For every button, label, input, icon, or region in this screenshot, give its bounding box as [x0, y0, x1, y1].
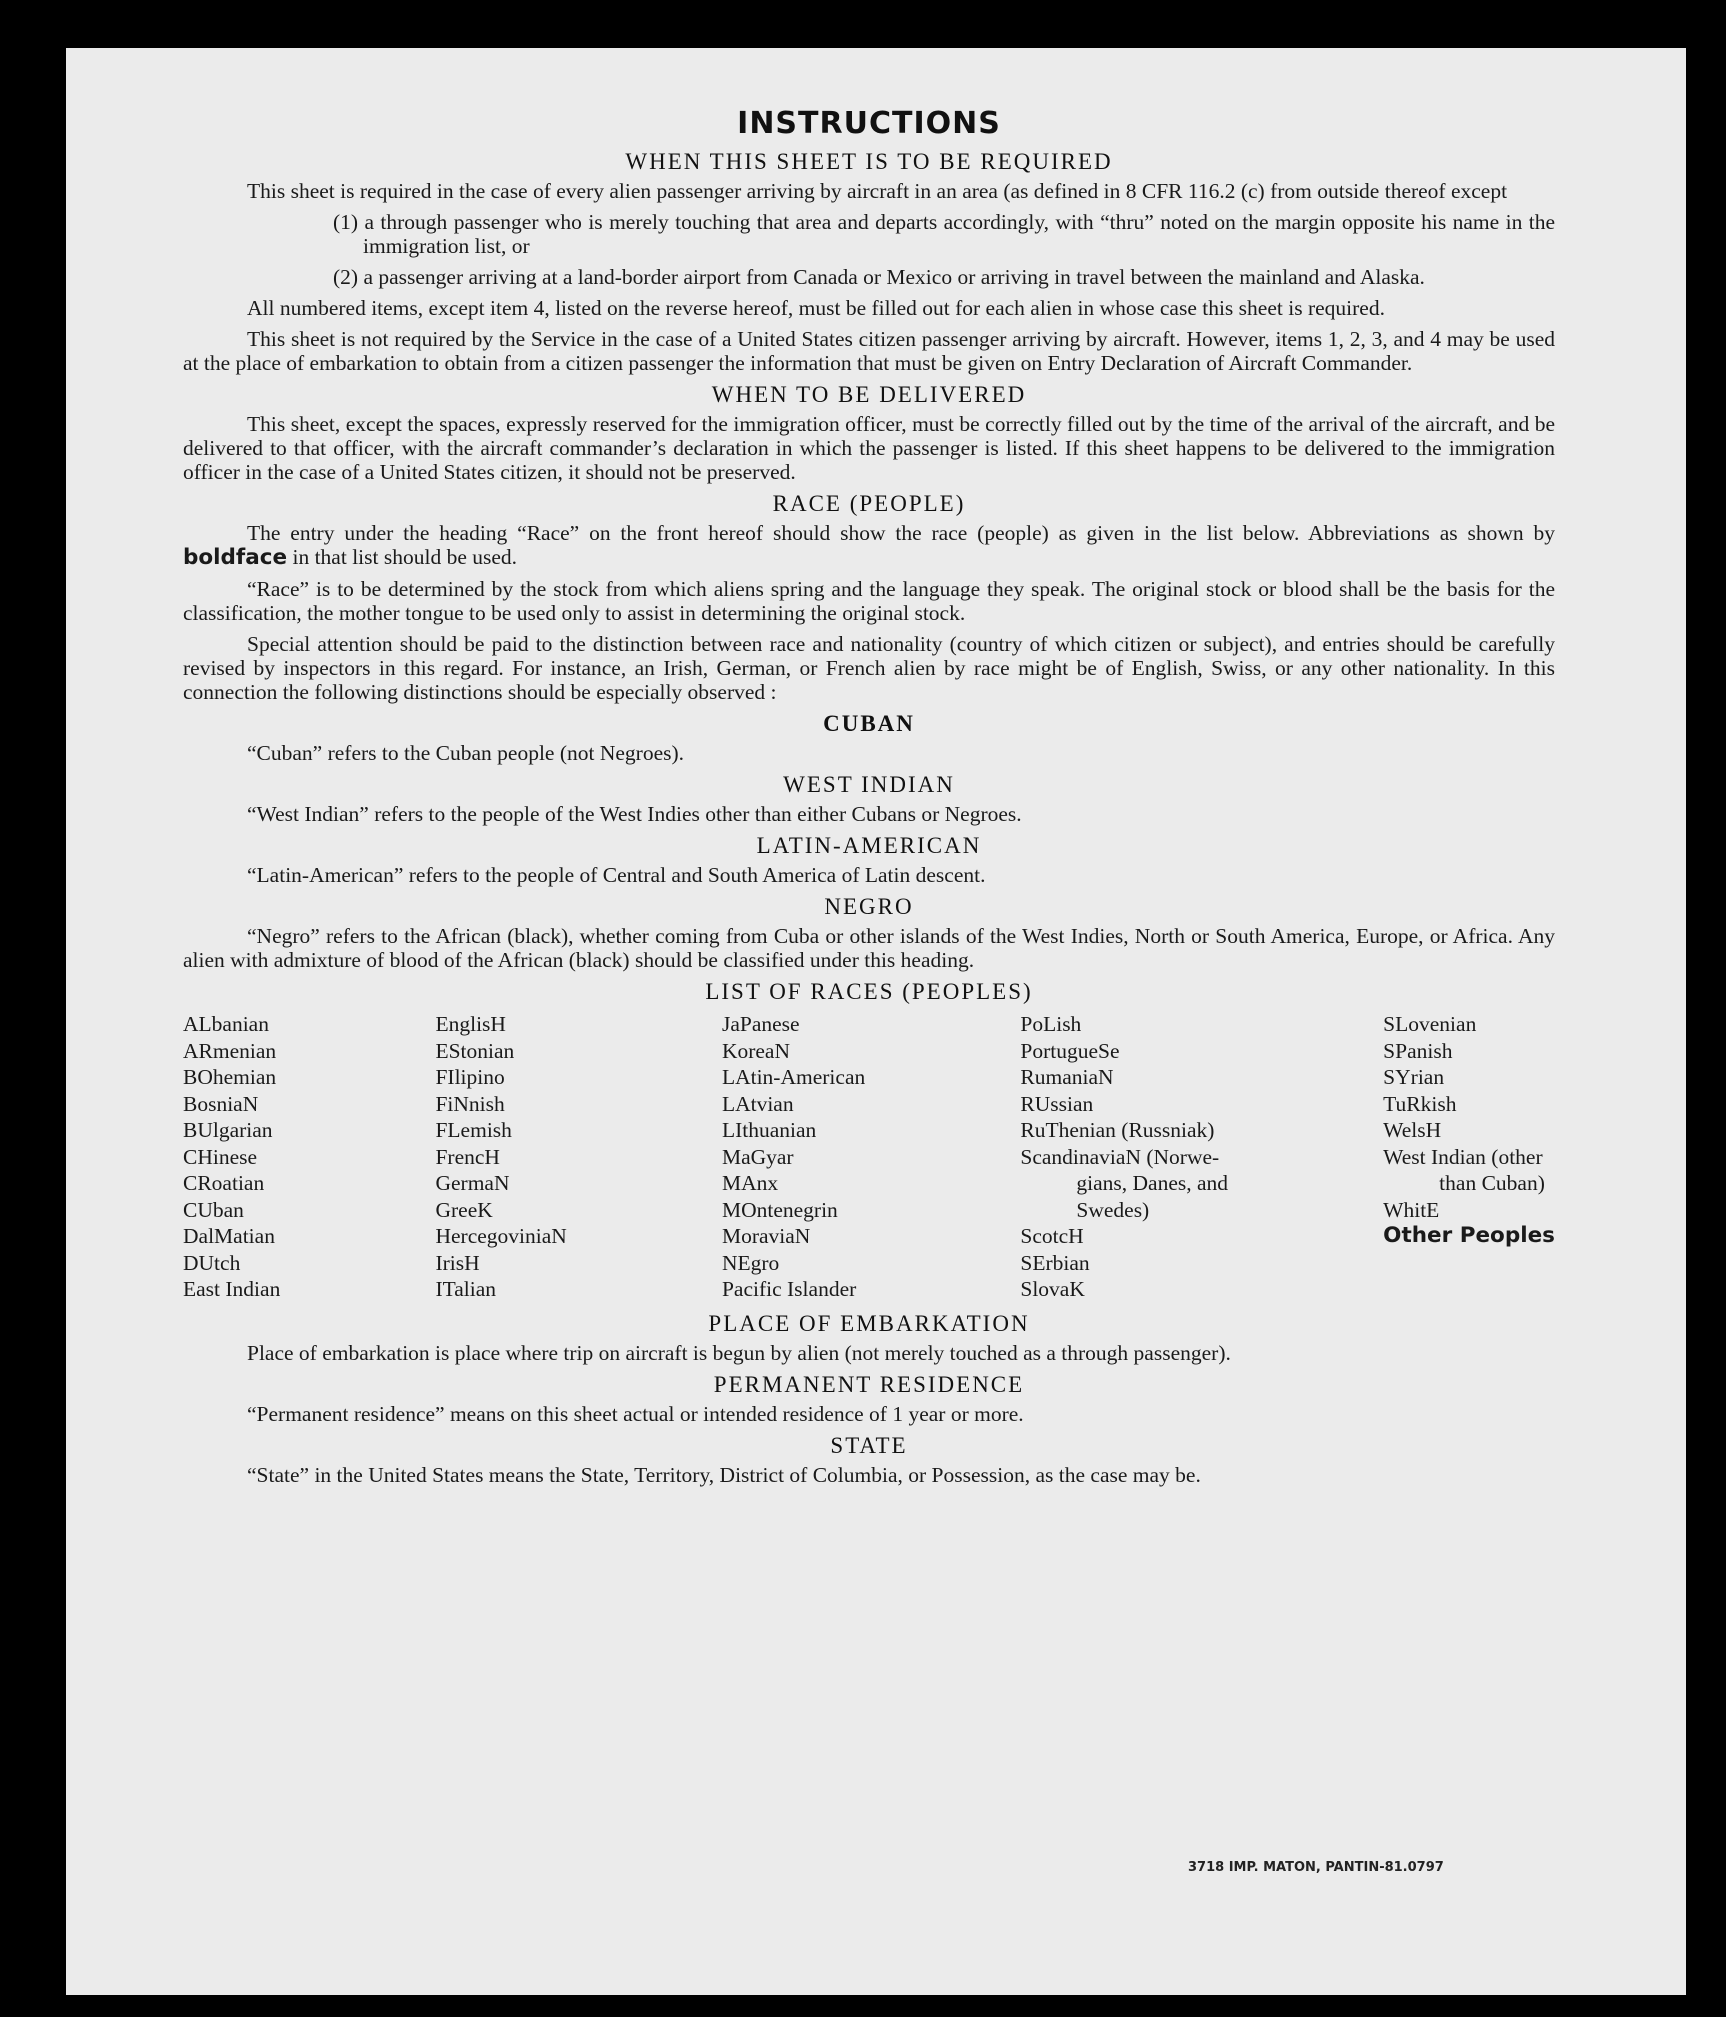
- race-entry: GermaN: [435, 1171, 510, 1195]
- printer-mark: 3718 IMP. MATON, PANTIN-81.0797: [1188, 1860, 1444, 1875]
- race-column-1: [183, 1011, 280, 1303]
- race-entry: KoreaN: [721, 1038, 791, 1063]
- boldface-word: boldface: [183, 545, 288, 570]
- document-page: [66, 48, 1686, 1995]
- race-list: [183, 1011, 1555, 1303]
- race-entry: East Indian: [183, 1277, 281, 1301]
- race-entry: ITalian: [435, 1277, 497, 1301]
- paragraph: This sheet, except the spaces, expressly reserved for the immigration officer, must be correctly filled out by the time of the arrival of the aircraft, and be delivered to that officer, with the aircraft commander’s declaration in which the passenger is listed. If this sheet happens to be delivered to the immigration officer in the case of a United States citizen, it should not be preserved.: [183, 412, 1555, 484]
- paragraph: All numbered items, except item 4, listed on the reverse hereof, must be filled out for each alien in whose case this sheet is required.: [247, 296, 1385, 320]
- race-column-4: [1020, 1011, 1228, 1303]
- race-entry: Pacific Islander: [721, 1277, 857, 1301]
- race-entry: LAtin-American: [721, 1065, 866, 1089]
- race-entry: ALbanian: [183, 1012, 269, 1036]
- page-title: INSTRUCTIONS: [737, 106, 1001, 141]
- race-entry: BosniaN: [183, 1091, 259, 1116]
- race-entry: DalMatian: [183, 1224, 275, 1248]
- race-entry: IrisH: [435, 1250, 480, 1275]
- race-entry: FIlipino: [435, 1065, 505, 1089]
- race-entry: DUtch: [183, 1250, 241, 1275]
- race-entry: LAtvian: [721, 1091, 794, 1116]
- race-entry: EnglisH: [435, 1012, 506, 1036]
- race-entry: SlovaK: [1020, 1277, 1085, 1301]
- race-column-2: [435, 1011, 566, 1303]
- race-entry: FLemish: [435, 1118, 512, 1142]
- heading-state: STATE: [830, 1432, 908, 1458]
- race-column-5: [1383, 1011, 1555, 1303]
- race-entry: gians, Danes, and: [1076, 1171, 1229, 1195]
- race-entry: PortugueSe: [1020, 1038, 1120, 1063]
- race-entry: SPanish: [1383, 1038, 1453, 1063]
- race-entry: BOhemian: [183, 1065, 277, 1089]
- race-entry: ScotcH: [1020, 1224, 1084, 1248]
- heading-embarkation: PLACE OF EMBARKATION: [708, 1310, 1030, 1336]
- paragraph: This sheet is required in the case of every alien passenger arriving by aircraft in an area (as defined in 8 CFR 116.2 (c) from outside thereof except: [247, 179, 1508, 203]
- document-content: [183, 106, 1555, 1494]
- race-entry: HercegoviniaN: [435, 1224, 567, 1248]
- heading-west-indian: WEST INDIAN: [783, 772, 955, 797]
- race-entry: BUlgarian: [183, 1118, 273, 1142]
- race-entry: CUban: [183, 1197, 244, 1222]
- race-entry: CRoatian: [183, 1171, 265, 1195]
- list-item: (1) a through passenger who is merely touching that area and departs accordingly, with “thru” noted on the margin opposite his name in the immigration list, or: [333, 210, 1555, 258]
- race-entry: WhitE: [1383, 1197, 1440, 1222]
- paragraph: “Latin-American” refers to the people of Central and South America of Latin descent.: [247, 863, 986, 887]
- race-entry: Swedes): [1076, 1197, 1150, 1222]
- race-entry: WelsH: [1383, 1118, 1442, 1142]
- paragraph: Special attention should be paid to the distinction between race and nationality (country of which citizen or subject), and entries should be carefully revised by inspectors in this regard. For instance, an Irish, German, or French alien by race might be of English, Swiss, or any other nationality. In this connection the following distinctions should be especially observed :: [183, 632, 1555, 704]
- heading-when-delivered: WHEN TO BE DELIVERED: [711, 382, 1027, 407]
- paragraph: Place of embarkation is place where trip on aircraft is begun by alien (not merely touched as a through passenger).: [247, 1340, 1231, 1365]
- list-item: (2) a passenger arriving at a land-border airport from Canada or Mexico or arriving in travel between the mainland and Alaska.: [333, 265, 1425, 289]
- paragraph: “Cuban” refers to the Cuban people (not Negroes).: [247, 741, 685, 765]
- race-entry: FrencH: [435, 1144, 500, 1169]
- paragraph: [183, 521, 1555, 570]
- race-entry: MaGyar: [721, 1144, 794, 1169]
- race-entry: JaPanese: [721, 1012, 800, 1036]
- race-entry: than Cuban): [1439, 1171, 1545, 1195]
- heading-latin-american: LATIN-AMERICAN: [756, 833, 982, 858]
- race-entry: Other Peoples: [1383, 1223, 1555, 1248]
- heading-permanent-residence: PERMANENT RESIDENCE: [713, 1371, 1025, 1397]
- paragraph: “Permanent residence” means on this sheet actual or intended residence of 1 year or more.: [247, 1401, 1024, 1426]
- text-span: in that list should be used.: [292, 545, 518, 569]
- heading-when-required: WHEN THIS SHEET IS TO BE REQUIRED: [625, 149, 1113, 174]
- race-entry: MAnx: [721, 1171, 779, 1195]
- heading-negro: NEGRO: [824, 894, 914, 919]
- paragraph: “Negro” refers to the African (black), whether coming from Cuba or other islands of the West Indies, North or South America, Europe, or Africa. Any alien with admixture of blood of the African (black) should be classified under this heading.: [183, 924, 1555, 972]
- race-entry: RumaniaN: [1020, 1065, 1114, 1089]
- race-entry: RUssian: [1020, 1091, 1094, 1116]
- race-entry: RuThenian (Russniak): [1020, 1118, 1215, 1142]
- race-entry: NEgro: [721, 1250, 780, 1275]
- race-entry: MOntenegrin: [721, 1197, 838, 1222]
- race-entry: EStonian: [435, 1038, 515, 1063]
- race-entry: GreeK: [435, 1197, 493, 1222]
- race-entry: LIthuanian: [721, 1118, 817, 1142]
- paragraph: “West Indian” refers to the people of the West Indies other than either Cubans or Negroes.: [247, 802, 1022, 826]
- race-entry: CHinese: [183, 1144, 258, 1169]
- race-entry: TuRkish: [1383, 1091, 1457, 1116]
- race-entry: MoraviaN: [721, 1224, 811, 1248]
- heading-race: RACE (PEOPLE): [772, 491, 966, 516]
- race-column-3: [722, 1011, 865, 1303]
- race-entry: FiNnish: [435, 1091, 505, 1116]
- paragraph: “State” in the United States means the State, Territory, District of Columbia, or Possession, as the case may be.: [247, 1462, 1201, 1487]
- race-entry: West Indian (other: [1383, 1144, 1543, 1169]
- race-entry: PoLish: [1020, 1012, 1082, 1036]
- heading-cuban: CUBAN: [823, 711, 915, 736]
- text-span: The entry under the heading “Race” on the front hereof should show the race (people) as given in the list below. Abbreviations as shown by: [247, 521, 1555, 545]
- race-entry: ARmenian: [183, 1038, 277, 1063]
- race-entry: SLovenian: [1383, 1012, 1477, 1036]
- race-entry: ScandinaviaN (Norwe-: [1020, 1144, 1220, 1169]
- paragraph: This sheet is not required by the Service in the case of a United States citizen passenger arriving by aircraft. However, items 1, 2, 3, and 4 may be used at the place of embarkation to obtain from a citizen passenger the information that must be given on Entry Declaration of Aircraft Commander.: [183, 327, 1555, 375]
- race-entry: SErbian: [1020, 1250, 1090, 1275]
- race-entry: SYrian: [1383, 1065, 1445, 1089]
- paragraph: “Race” is to be determined by the stock from which aliens spring and the language they speak. The original stock or blood shall be the basis for the classification, the mother tongue to be used only to assist in determining the original stock.: [183, 577, 1555, 625]
- heading-list-of-races: LIST OF RACES (PEOPLES): [705, 979, 1033, 1004]
